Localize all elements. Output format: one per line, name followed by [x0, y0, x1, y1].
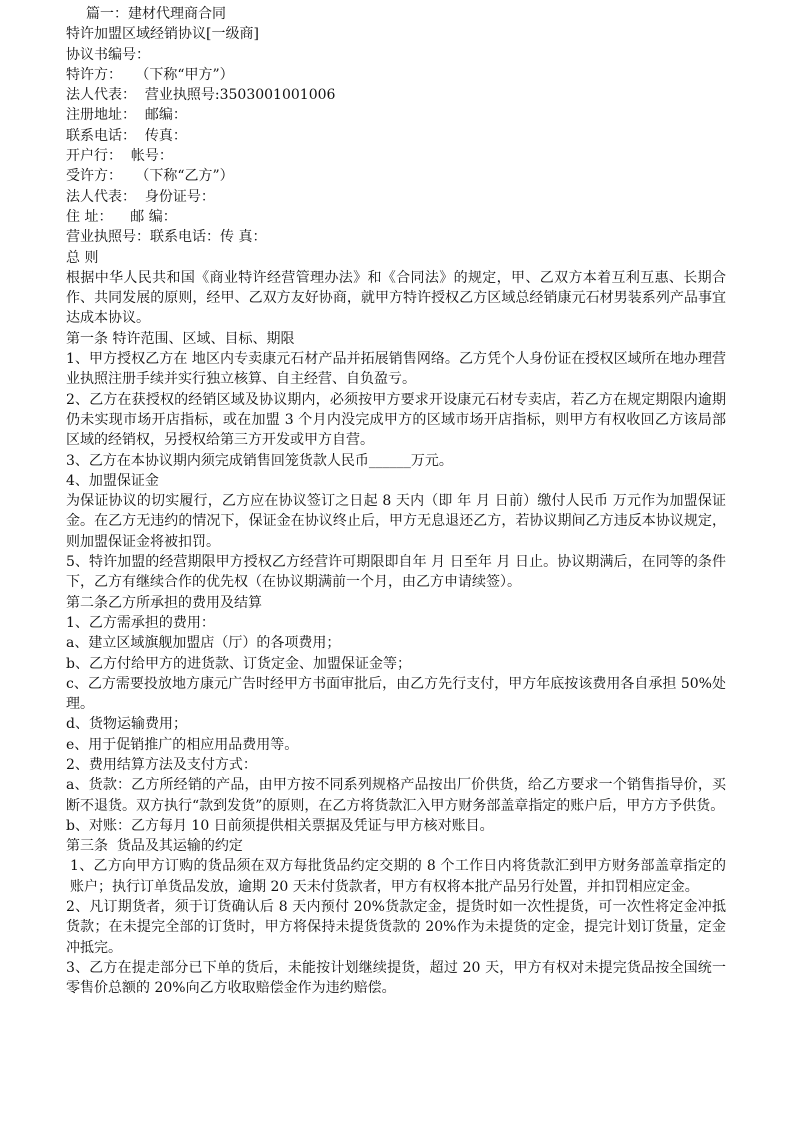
article-3-clause-2: 2、凡订期货者，须于订货确认后 8 天内预付 20%货款定金，提货时如一次性提货，可一次性将定金冲抵货款；在未提完全部的订货时，甲方将保持未提货货款的 20%作为未提货的定金，提完计划订货量，定金冲抵完。 [66, 899, 726, 956]
article-1-clause-3: 3、乙方在本协议期内须完成销售回笼货款人民币______万元。 [66, 452, 453, 469]
article-1-clause-2: 2、乙方在获授权的经销区域及协议期内，必须按甲方要求开设康元石材专卖店，若乙方在规定期限内逾期仍未实现市场开店指标，或在加盟 3 个月内没完成甲方的区域市场开店指标，则甲方有权收回乙方该局部区域的经销权，另授权给第三方开发或甲方自营。 [66, 391, 726, 449]
article-1-clause-1: 1、甲方授权乙方在 地区内专卖康元石材产品并拓展销售网络。乙方凭个人身份证在授权区域所在地办理营业执照注册手续并实行独立核算、自主经营、自负盈亏。 [66, 351, 726, 388]
legal-rep-id-field: 法人代表： 身份证号： [66, 188, 215, 205]
article-2-item-a: a、建立区域旗舰加盟店（厅）的各项费用； [66, 635, 341, 652]
general-provisions-paragraph: 根据中华人民共和国《商业特许经营管理办法》和《合同法》的规定，甲、乙双方本着互利互惠、长期合作、共同发展的原则，经甲、乙双方友好协商，就甲方特许授权乙方区域总经销康元石材男装系列产品事宜达成本协议。 [66, 269, 726, 327]
article-3-clause-1: 1、乙方向甲方订购的货品须在双方每批货品约定交期的 8 个工作日内将货款汇到甲方财务部盖章指定的账户；执行订单货品发放，逾期 20 天未付货款者，甲方有权将本批产品另行处置，并扣罚相应定金。 [70, 858, 726, 895]
article-2-item-c: c、乙方需要投放地方康元广告时经甲方书面审批后，由乙方先行支付，甲方年底按该费用各自承担 50%处理。 [66, 675, 726, 713]
article-2-item-d: d、货物运输费用； [66, 716, 187, 733]
license-phone-fax-field: 营业执照号：联系电话：传 真： [66, 229, 267, 246]
article-2-payment-item-a: a、货款：乙方所经销的产品，由甲方按不同系列规格产品按出厂价供货，给乙方要求一个销售指导价，买断不退货。双方执行“款到发货”的原则，在乙方将货款汇入甲方财务部盖章指定的账户后，甲方方予供货。 [66, 777, 726, 814]
agreement-number-field: 协议书编号： [66, 46, 150, 63]
franchisor-field: 特许方： （下称“甲方”） [66, 66, 234, 83]
article-2-clause-2-heading: 2、费用结算方法及支付方式： [66, 756, 257, 773]
legal-rep-license-field: 法人代表： 营业执照号:3503001001006 [66, 87, 336, 104]
article-2-item-e: e、用于促销推广的相应用品费用等。 [66, 736, 299, 753]
article-1-clause-5: 5、特许加盟的经营期限甲方授权乙方经营许可期限即自年 月 日至年 月 日止。协议期满后，在同等的条件下，乙方有继续合作的优先权（在协议期满前一个月，由乙方申请续签）。 [66, 554, 726, 591]
agreement-title: 特许加盟区域经销协议[一级商] [66, 26, 259, 43]
article-1-clause-4-heading: 4、加盟保证金 [66, 472, 159, 489]
article-1-heading: 第一条 特许范围、区域、目标、期限 [66, 330, 295, 347]
article-3-clause-3: 3、乙方在提走部分已下单的货后，未能按计划继续提货，超过 20 天，甲方有权对未提完货品按全国统一零售价总额的 20%向乙方收取赔偿金作为违约赔偿。 [66, 959, 726, 997]
address-postcode-field: 住 址： 邮 编： [66, 208, 177, 225]
article-3-heading: 第三条 货品及其运输的约定 [66, 838, 243, 855]
contract-document [66, 4, 726, 999]
registered-address-field: 注册地址： 邮编： [66, 107, 187, 124]
franchisee-field: 受许方： （下称“乙方”） [66, 168, 234, 185]
article-2-heading: 第二条乙方所承担的费用及结算 [66, 594, 262, 611]
phone-fax-field: 联系电话： 传真： [66, 127, 187, 144]
article-2-payment-item-b: b、对账：乙方每月 10 日前须提供相关票据及凭证与甲方核对账目。 [66, 817, 494, 834]
document-title: 篇一：建材代理商合同 [86, 6, 226, 22]
article-2-item-b: b、乙方付给甲方的进货款、订货定金、加盟保证金等； [66, 655, 411, 672]
article-1-clause-4-body: 为保证协议的切实履行，乙方应在协议签订之日起 8 天内（即 年 月 日前）缴付人民币 万元作为加盟保证金。在乙方无违约的情况下，保证金在协议终止后，甲方无息退还乙方，若协议期间乙方违反本协议规定，则加盟保证金将被扣罚。 [66, 493, 726, 550]
article-2-clause-1-heading: 1、乙方需承担的费用： [66, 614, 215, 631]
general-provisions-heading: 总 则 [66, 249, 99, 266]
bank-account-field: 开户行： 帐号： [66, 148, 173, 165]
